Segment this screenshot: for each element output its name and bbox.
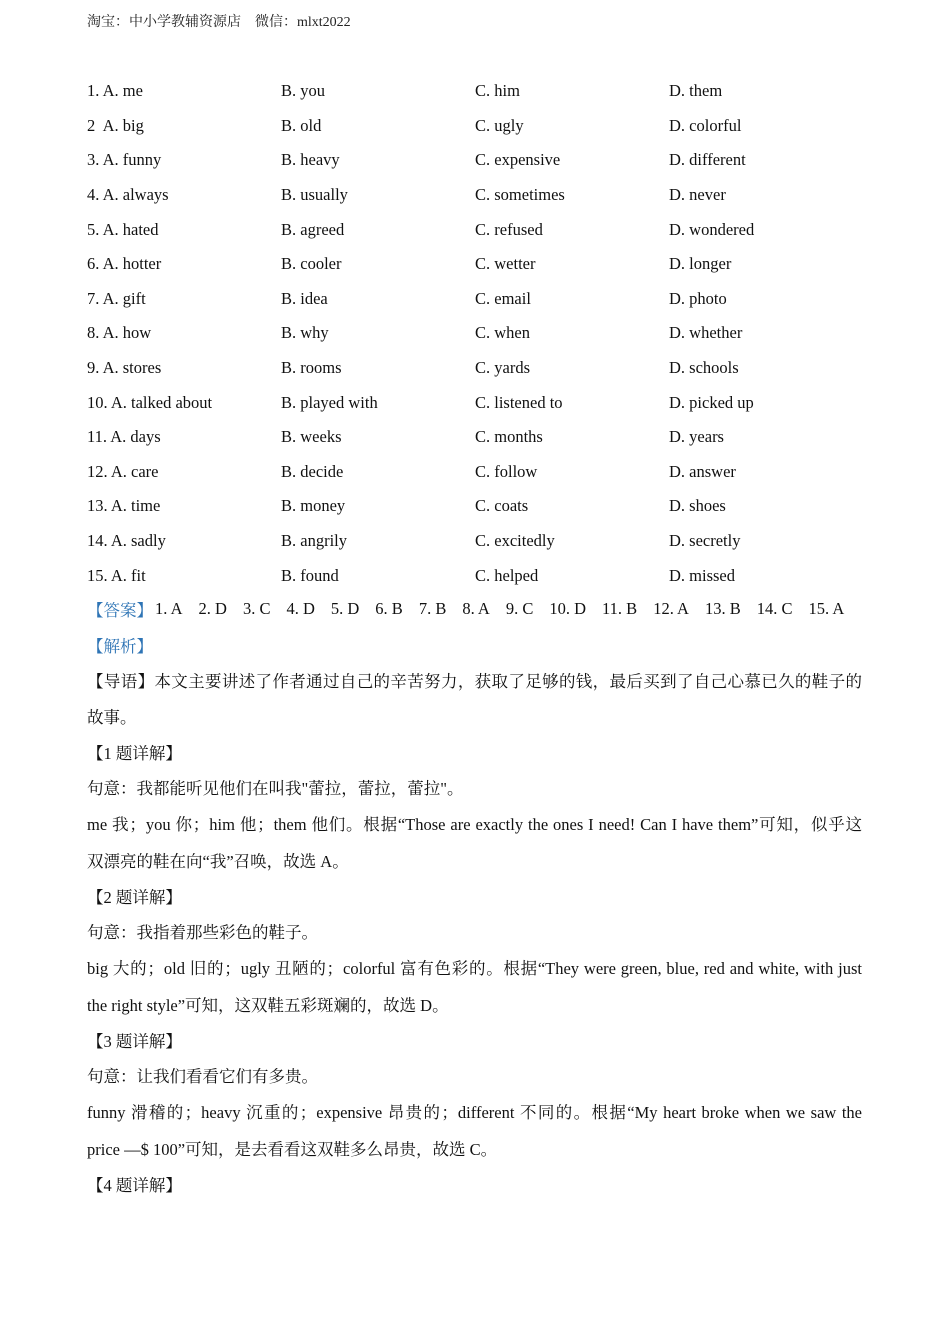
option-c: C. yards bbox=[475, 358, 530, 378]
option-a: 7. A. gift bbox=[87, 288, 146, 308]
answer-item: 7. B bbox=[418, 599, 447, 618]
q1-explain-2: 双漂亮的鞋在向“我”召唤，故选 A。 bbox=[87, 851, 349, 871]
q1-explain-1: me 我；you 你；him 他；them 他们。根据“Those are exactly the ones I need! Can I have them”可知，似乎这 bbox=[87, 814, 862, 834]
option-c: C. ugly bbox=[475, 115, 524, 135]
q3-explain-2: price —$ 100”可知，是去看看这双鞋多么昂贵，故选 C。 bbox=[87, 1139, 498, 1159]
q3-explain-line bbox=[87, 1092, 862, 1129]
option-d: D. years bbox=[669, 427, 724, 447]
q2-explain-2: the right style”可知，这双鞋五彩斑斓的，故选 D。 bbox=[87, 995, 449, 1015]
q2-explain-1: big 大的；old 旧的；ugly 丑陋的；colorful 富有色彩的。根据“They were green, blue, red and white, with just bbox=[87, 958, 862, 978]
answer-tag: 【答案】 bbox=[87, 601, 153, 620]
option-d: D. wondered bbox=[669, 219, 755, 239]
option-a: 14. A. sadly bbox=[87, 531, 166, 551]
intro-line bbox=[87, 662, 862, 697]
option-b: B. usually bbox=[281, 185, 348, 205]
option-a: 4. A. always bbox=[87, 185, 169, 205]
option-c: C. months bbox=[475, 427, 543, 447]
option-c: C. coats bbox=[475, 496, 529, 516]
answer-item: 14. C bbox=[756, 599, 793, 618]
q1-title: 【1 题详解】 bbox=[87, 743, 182, 763]
option-row bbox=[87, 109, 887, 144]
option-d: D. never bbox=[669, 185, 726, 205]
q1-explain-line bbox=[87, 804, 862, 841]
q4-title: 【4 题详解】 bbox=[87, 1175, 182, 1195]
option-a: 3. A. funny bbox=[87, 150, 162, 170]
header-shop: 淘宝：中小学教辅资源店 bbox=[87, 15, 241, 30]
option-b: B. played with bbox=[281, 392, 378, 412]
option-c: C. email bbox=[475, 288, 531, 308]
answer-item: 3. C bbox=[242, 599, 271, 618]
option-c: C. when bbox=[475, 323, 530, 343]
option-c: C. follow bbox=[475, 461, 538, 481]
analysis-tag: 【解析】 bbox=[87, 636, 153, 656]
option-d: D. schools bbox=[669, 358, 739, 378]
answer-item: 10. D bbox=[549, 599, 587, 618]
option-c: C. excitedly bbox=[475, 531, 555, 551]
option-d: D. colorful bbox=[669, 115, 742, 135]
option-d: D. answer bbox=[669, 461, 736, 481]
option-b: B. old bbox=[281, 115, 322, 135]
option-d: D. picked up bbox=[669, 392, 754, 412]
q2-explain-line bbox=[87, 948, 862, 985]
option-b: B. you bbox=[281, 81, 326, 101]
option-b: B. rooms bbox=[281, 358, 342, 378]
option-b: B. why bbox=[281, 323, 329, 343]
option-d: D. secretly bbox=[669, 531, 741, 551]
q3-title: 【3 题详解】 bbox=[87, 1031, 182, 1051]
option-row bbox=[87, 247, 887, 282]
option-c: C. helped bbox=[475, 565, 539, 585]
option-c: C. sometimes bbox=[475, 185, 565, 205]
answer-item: 11. B bbox=[602, 599, 638, 618]
option-a: 8. A. how bbox=[87, 323, 152, 343]
option-a: 10. A. talked about bbox=[87, 392, 213, 412]
answer-item: 2. D bbox=[198, 599, 227, 618]
intro-text-2: 故事。 bbox=[87, 707, 137, 727]
q3-meaning: 句意：让我们看看它们有多贵。 bbox=[87, 1066, 318, 1086]
answer-line bbox=[87, 591, 844, 627]
q2-meaning: 句意：我指着那些彩色的鞋子。 bbox=[87, 922, 318, 942]
answer-item: 15. A bbox=[808, 599, 845, 618]
option-row bbox=[87, 489, 887, 524]
q1-meaning: 句意：我都能听见他们在叫我"蕾拉，蕾拉，蕾拉"。 bbox=[87, 778, 464, 798]
option-d: D. whether bbox=[669, 323, 743, 343]
answer-item: 1. A bbox=[155, 599, 183, 618]
option-c: C. expensive bbox=[475, 150, 561, 170]
option-row bbox=[87, 282, 887, 317]
option-d: D. photo bbox=[669, 288, 727, 308]
option-b: B. money bbox=[281, 496, 346, 516]
option-b: B. weeks bbox=[281, 427, 342, 447]
answer-item: 8. A bbox=[462, 599, 490, 618]
option-row bbox=[87, 351, 887, 386]
option-d: D. missed bbox=[669, 565, 735, 585]
option-c: C. him bbox=[475, 81, 520, 101]
page-header bbox=[87, 13, 351, 33]
option-a: 11. A. days bbox=[87, 427, 161, 447]
option-a: 5. A. hated bbox=[87, 219, 159, 239]
option-c: C. listened to bbox=[475, 392, 563, 412]
option-row bbox=[87, 558, 887, 593]
option-b: B. agreed bbox=[281, 219, 345, 239]
header-wechat: 微信：mlxt2022 bbox=[255, 15, 351, 30]
option-row bbox=[87, 420, 887, 455]
option-a: 1. A. me bbox=[87, 81, 143, 101]
answer-item: 4. D bbox=[286, 599, 315, 618]
intro-text-1: 【导语】本文主要讲述了作者通过自己的辛苦努力，获取了足够的钱，最后买到了自己心慕已久的鞋子的 bbox=[87, 671, 862, 691]
option-row bbox=[87, 74, 887, 109]
answer-item: 13. B bbox=[704, 599, 741, 618]
answer-item: 12. A bbox=[653, 599, 689, 618]
q2-title: 【2 题详解】 bbox=[87, 887, 182, 907]
option-a: 13. A. time bbox=[87, 496, 161, 516]
option-row bbox=[87, 316, 887, 351]
option-row bbox=[87, 455, 887, 490]
option-a: 15. A. fit bbox=[87, 565, 146, 585]
answer-item: 6. B bbox=[375, 599, 403, 618]
option-b: B. cooler bbox=[281, 254, 342, 274]
answer-item: 5. D bbox=[330, 599, 360, 618]
option-c: C. wetter bbox=[475, 254, 536, 274]
option-d: D. them bbox=[669, 81, 723, 101]
q3-explain-1: funny 滑稽的；heavy 沉重的；expensive 昂贵的；different 不同的。根据“My heart broke when we saw the bbox=[87, 1102, 862, 1122]
option-a: 6. A. hotter bbox=[87, 254, 162, 274]
option-row bbox=[87, 178, 887, 213]
option-a: 2 A. big bbox=[87, 115, 144, 135]
option-b: B. idea bbox=[281, 288, 328, 308]
option-b: B. found bbox=[281, 565, 339, 585]
analysis-section bbox=[87, 627, 862, 1201]
option-a: 12. A. care bbox=[87, 461, 159, 481]
option-row bbox=[87, 385, 887, 420]
option-a: 9. A. stores bbox=[87, 358, 162, 378]
options-table bbox=[87, 74, 887, 593]
option-row bbox=[87, 212, 887, 247]
option-d: D. different bbox=[669, 150, 746, 170]
option-b: B. heavy bbox=[281, 150, 340, 170]
option-d: D. longer bbox=[669, 254, 732, 274]
option-d: D. shoes bbox=[669, 496, 726, 516]
answer-item: 9. C bbox=[505, 599, 534, 618]
option-b: B. angrily bbox=[281, 531, 347, 551]
option-row bbox=[87, 143, 887, 178]
option-c: C. refused bbox=[475, 219, 543, 239]
option-b: B. decide bbox=[281, 461, 344, 481]
option-row bbox=[87, 524, 887, 559]
